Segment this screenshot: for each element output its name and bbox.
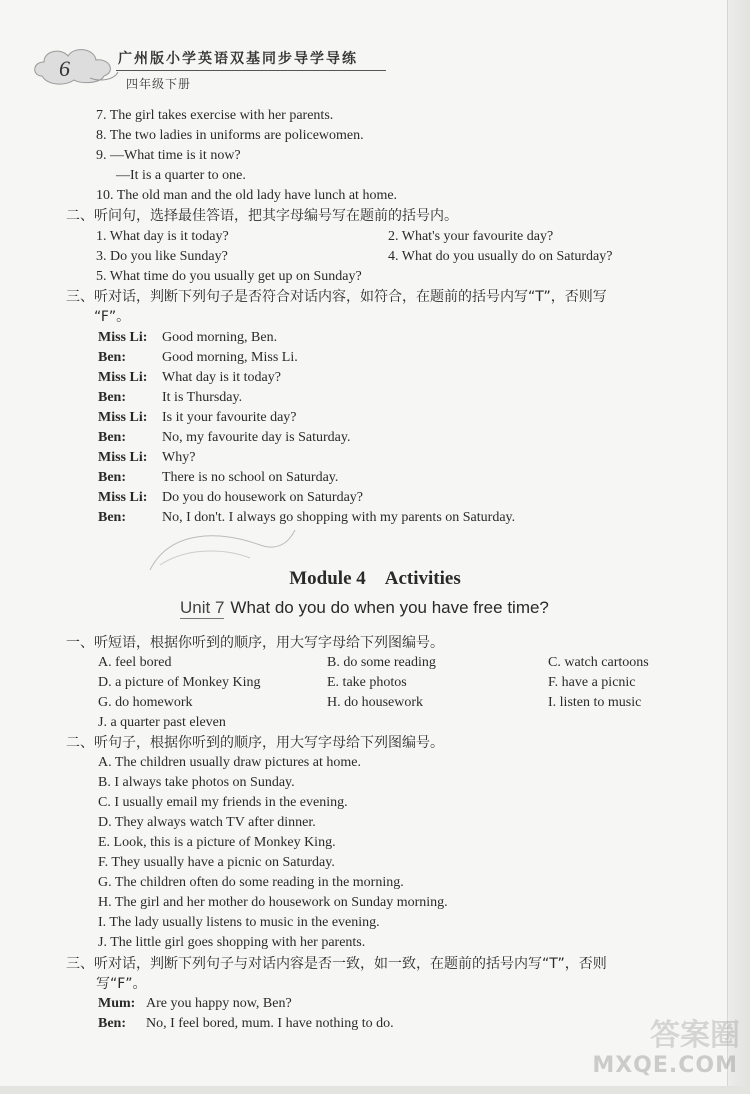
watermark-text: MXQE.COM xyxy=(592,1053,738,1078)
speaker-label: Miss Li: xyxy=(98,490,148,505)
speaker-label: Ben: xyxy=(98,430,126,445)
cloud-ornament-icon xyxy=(30,42,120,90)
speaker-label: Ben: xyxy=(98,510,126,525)
list-item: 7. The girl takes exercise with her parents. xyxy=(96,108,334,123)
list-item: B. I always take photos on Sunday. xyxy=(98,775,295,790)
question-item: 5. What time do you usually get up on Sunday? xyxy=(96,269,362,284)
header-rule xyxy=(116,70,386,71)
option-item: F. have a picnic xyxy=(548,675,636,690)
question-item: 1. What day is it today? xyxy=(96,229,229,244)
list-item: —It is a quarter to one. xyxy=(116,168,246,183)
speaker-label: Miss Li: xyxy=(98,330,148,345)
dialogue-line: No, I feel bored, mum. I have nothing to do. xyxy=(146,1016,394,1031)
list-item: I. The lady usually listens to music in the evening. xyxy=(98,915,380,930)
list-item: C. I usually email my friends in the evening. xyxy=(98,795,348,810)
dialogue-line: Good morning, Miss Li. xyxy=(162,350,298,365)
option-item: B. do some reading xyxy=(327,655,436,670)
watermark-stamp: 答案圈 xyxy=(650,1018,740,1053)
option-item: J. a quarter past eleven xyxy=(98,715,226,730)
section-heading: 一、听短语，根据你听到的顺序，用大写字母给下列图编号。 xyxy=(66,635,444,651)
list-item: J. The little girl goes shopping with her parents. xyxy=(98,935,366,950)
speaker-label: Ben: xyxy=(98,470,126,485)
option-item: A. feel bored xyxy=(98,655,172,670)
unit-title: What do you do when you have free time? xyxy=(230,598,549,617)
list-item: 9. —What time is it now? xyxy=(96,148,241,163)
grade-label: 四年级下册 xyxy=(126,77,192,91)
speaker-label: Ben: xyxy=(98,390,126,405)
dialogue-line: Why? xyxy=(162,450,196,465)
page-number: 6 xyxy=(59,56,70,81)
section-heading-cont: 写“F”。 xyxy=(96,976,147,992)
list-item: D. They always watch TV after dinner. xyxy=(98,815,316,830)
question-item: 2. What's your favourite day? xyxy=(388,229,554,244)
option-item: H. do housework xyxy=(327,695,424,710)
list-item: H. The girl and her mother do housework on Sunday morning. xyxy=(98,895,448,910)
option-item: I. listen to music xyxy=(548,695,642,710)
list-item: A. The children usually draw pictures at home. xyxy=(98,755,361,770)
option-item: G. do homework xyxy=(98,695,193,710)
dialogue-line: There is no school on Saturday. xyxy=(162,470,339,485)
unit-label: Unit 7 xyxy=(180,598,225,617)
section-heading: 三、听对话，判断下列句子与对话内容是否一致，如一致，在题前的括号内写“T”，否则 xyxy=(66,956,607,972)
dialogue-line: Good morning, Ben. xyxy=(162,330,278,345)
list-item: G. The children often do some reading in the morning. xyxy=(98,875,404,890)
option-item: E. take photos xyxy=(327,675,407,690)
option-item: D. a picture of Monkey King xyxy=(98,675,261,690)
question-item: 4. What do you usually do on Saturday? xyxy=(388,249,613,264)
speaker-label: Miss Li: xyxy=(98,370,148,385)
list-item: 8. The two ladies in uniforms are policewomen. xyxy=(96,128,364,143)
speaker-label: Ben: xyxy=(98,1016,126,1031)
dialogue-line: It is Thursday. xyxy=(162,390,243,405)
dialogue-line: What day is it today? xyxy=(162,370,281,385)
dialogue-line: Do you do housework on Saturday? xyxy=(162,490,364,505)
speaker-label: Miss Li: xyxy=(98,410,148,425)
module-title: Module 4 Activities xyxy=(289,568,461,589)
list-item: F. They usually have a picnic on Saturday. xyxy=(98,855,335,870)
page-header xyxy=(30,42,390,92)
option-item: C. watch cartoons xyxy=(548,655,649,670)
section-heading: 二、听句子，根据你听到的顺序，用大写字母给下列图编号。 xyxy=(66,735,444,751)
page-bottom-edge xyxy=(0,1086,750,1094)
question-item: 3. Do you like Sunday? xyxy=(96,249,228,264)
section-heading: 三、听对话，判断下列句子是否符合对话内容，如符合，在题前的括号内写“T”，否则写 xyxy=(66,289,607,305)
page-edge xyxy=(727,0,750,1094)
dialogue-line: Are you happy now, Ben? xyxy=(146,996,292,1011)
dialogue-line: Is it your favourite day? xyxy=(162,410,297,425)
speaker-label: Mum: xyxy=(98,996,136,1011)
dialogue-line: No, my favourite day is Saturday. xyxy=(162,430,351,445)
speaker-label: Ben: xyxy=(98,350,126,365)
section-heading-cont: “F”。 xyxy=(94,309,131,325)
book-title: 广州版小学英语双基同步导学导练 xyxy=(118,51,358,67)
speaker-label: Miss Li: xyxy=(98,450,148,465)
unit-heading xyxy=(180,598,549,619)
section-heading: 二、听问句，选择最佳答语，把其字母编号写在题前的括号内。 xyxy=(66,208,458,224)
list-item: E. Look, this is a picture of Monkey King. xyxy=(98,835,336,850)
list-item: 10. The old man and the old lady have lunch at home. xyxy=(96,188,398,203)
dialogue-line: No, I don't. I always go shopping with my parents on Saturday. xyxy=(162,510,516,525)
